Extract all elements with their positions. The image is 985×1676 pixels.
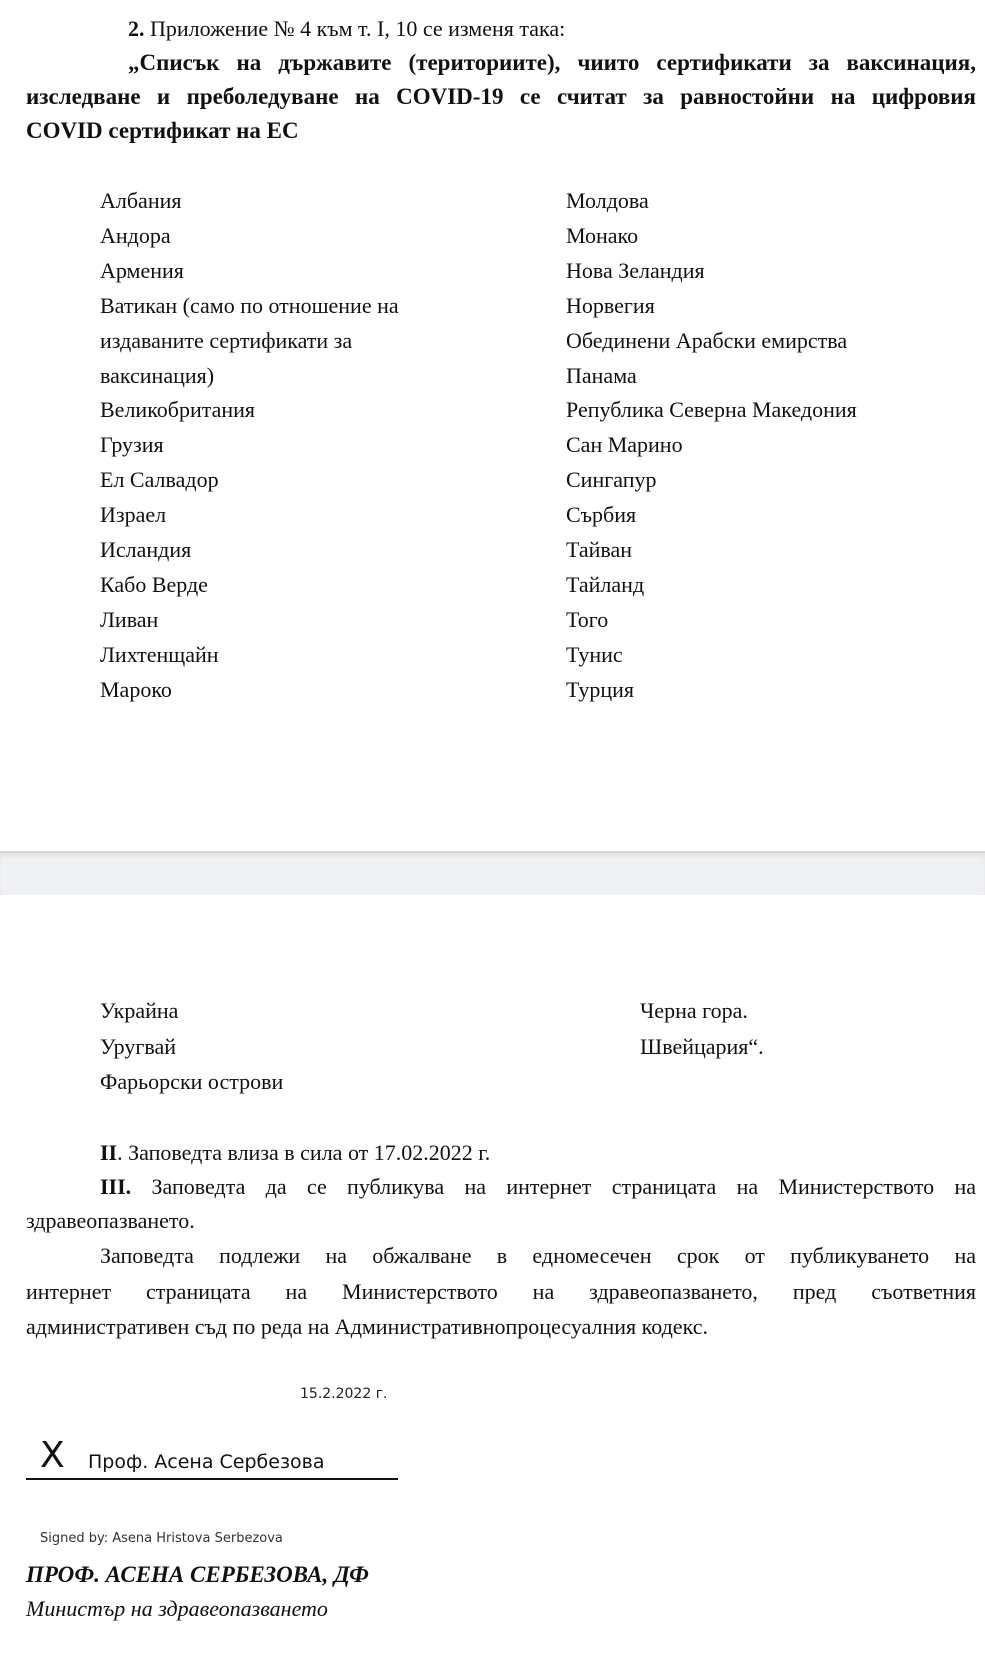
signer-title-name: ПРОФ. АСЕНА СЕРБЕЗОВА, ДФ: [26, 1562, 369, 1587]
country-item: Тайланд: [566, 571, 645, 597]
country-item: Ел Салвадор: [100, 467, 219, 493]
country-item: Уругвай: [100, 1033, 177, 1059]
section-2: [100, 1140, 490, 1166]
heading-line-1: „Списък на държавите (териториите), чиито сертификати за ваксинация,: [128, 50, 976, 75]
appeal-line-1: Заповедта подлежи на обжалване в едномесечен срок от публикуването на: [100, 1243, 976, 1268]
country-item: Ливан: [100, 606, 159, 632]
section-2-text: . Заповедта влиза в сила от 17.02.2022 г.: [117, 1140, 491, 1165]
country-item: Армения: [100, 257, 184, 283]
country-item: Нова Зеландия: [566, 257, 705, 283]
intro-text: Приложение № 4 към т. I, 10 се изменя така:: [144, 16, 566, 41]
appeal-line-2: интернет страницата на Министерството на здравеопазването, пред съответния: [26, 1279, 976, 1304]
appeal-line-3: административен съд по реда на Административнопроцесуалния кодекс.: [26, 1314, 708, 1339]
country-item: Сърбия: [566, 502, 637, 528]
country-item: Монако: [566, 222, 639, 248]
country-item: Фарьорски острови: [100, 1069, 284, 1094]
country-item: Украйна: [100, 998, 179, 1023]
heading-line-3: COVID сертификат на ЕС: [26, 118, 299, 143]
country-item: Черна гора.: [640, 998, 748, 1023]
country-item: Того: [566, 606, 609, 632]
country-item: Израел: [100, 502, 167, 528]
country-item: Молдова: [566, 188, 649, 213]
country-item: Сан Марино: [566, 432, 683, 458]
country-item: Мароко: [100, 676, 172, 702]
intro-number: 2.: [128, 16, 145, 41]
country-item: Ватикан (само по отношение на: [100, 292, 399, 318]
signature-date: 15.2.2022 г.: [300, 1386, 388, 1402]
signer-name: Проф. Асена Сербезова: [88, 1451, 325, 1473]
country-item: Сингапур: [566, 467, 657, 493]
amendment-intro: [128, 16, 565, 42]
country-item: ваксинация): [100, 362, 215, 388]
country-item: Тайван: [566, 537, 633, 562]
country-item: Панама: [566, 362, 637, 388]
country-item: Андора: [100, 222, 171, 248]
page-break: [0, 851, 985, 895]
section-3-line-1: [100, 1174, 976, 1200]
country-item: Обединени Арабски емирства: [566, 327, 848, 353]
section-2-number: II: [100, 1140, 118, 1165]
country-item: издаваните сертификати за: [100, 327, 353, 353]
section-3-line-2: здравеопазването.: [26, 1208, 195, 1233]
country-item: Кабо Верде: [100, 571, 208, 597]
country-item: Лихтенщайн: [100, 641, 219, 667]
country-item: Норвегия: [566, 292, 655, 318]
country-item: Тунис: [566, 641, 623, 667]
signature-x-mark: X: [40, 1435, 65, 1476]
country-item: Швейцария“.: [640, 1033, 764, 1059]
country-item: Великобритания: [100, 397, 256, 423]
signed-by: Signed by: Asena Hristova Serbezova: [40, 1531, 283, 1546]
country-item: Турция: [566, 676, 635, 702]
heading-line-2: изследване и преболедуване на COVID-19 се считат за равностойни на цифровия: [26, 84, 976, 109]
country-item: Република Северна Македония: [566, 397, 857, 423]
signer-position: Министър на здравеопазването: [26, 1596, 328, 1621]
country-item: Албания: [100, 188, 182, 213]
country-item: Исландия: [100, 537, 192, 562]
section-3-text: Заповедта да се публикува на интернет страницата на Министерството на: [131, 1174, 976, 1199]
section-3-number: III.: [100, 1174, 132, 1199]
signature-line: [26, 1478, 398, 1480]
country-item: Грузия: [100, 432, 164, 458]
